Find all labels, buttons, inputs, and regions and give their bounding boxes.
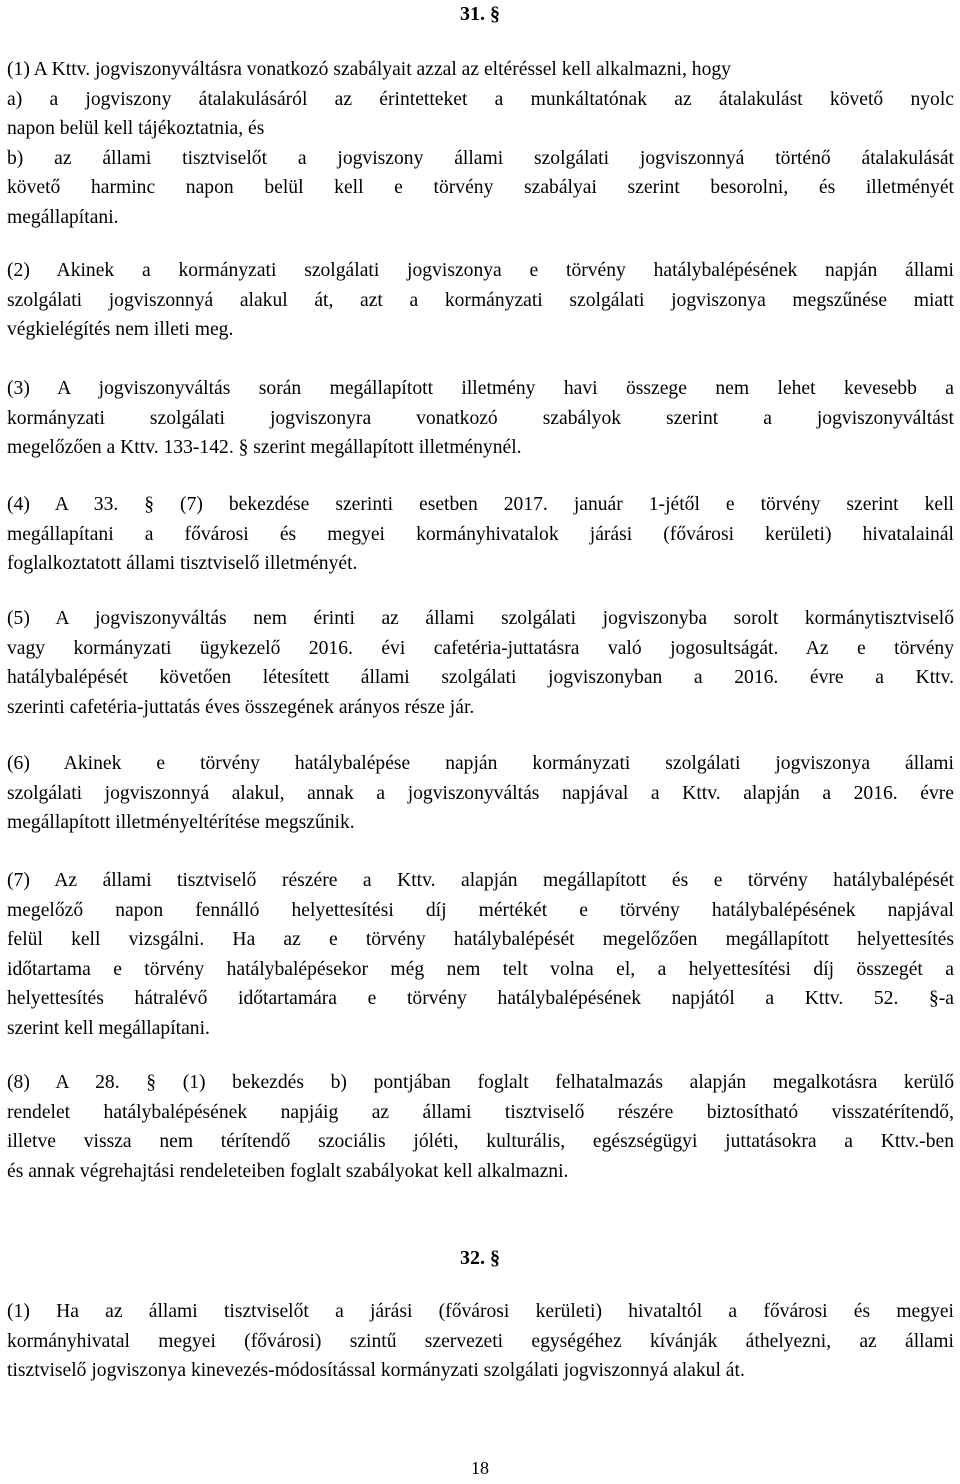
paragraph-line: (3) A jogviszonyváltás során megállapított illetmény havi összege nem lehet kevesebb a	[7, 378, 954, 399]
paragraph-line: (4) A 33. § (7) bekezdése szerinti esetben 2017. január 1-jétől e törvény szerint kell	[7, 494, 954, 515]
paragraph-line: (7) Az állami tisztviselő részére a Kttv. alapján megállapított és e törvény hatálybalépését	[7, 870, 954, 891]
paragraph-line: helyettesítés hátralévő időtartamára e törvény hatálybalépésének napjától a Kttv. 52. §-a	[7, 988, 954, 1009]
paragraph-31-8	[7, 1068, 954, 1186]
paragraph-line: (6) Akinek e törvény hatálybalépése napján kormányzati szolgálati jogviszonya állami	[7, 753, 954, 774]
paragraph-line: illetve vissza nem térítendő szociális jóléti, kulturális, egészségügyi juttatásokra a Kttv.-ben	[7, 1131, 954, 1152]
paragraph-31-4	[7, 490, 954, 579]
paragraph-line: szolgálati jogviszonnyá alakul, annak a jogviszonyváltás napjával a Kttv. alapján a 2016. évre	[7, 782, 954, 804]
paragraph-line: megállapítani a fővárosi és megyei kormányhivatalok járási (fővárosi kerületi) hivatalainál	[7, 523, 954, 545]
paragraph-31-2	[7, 256, 954, 345]
paragraph-line: (1) A Kttv. jogviszonyváltásra vonatkozó szabályait azzal az eltéréssel kell alkalmazni, hogy	[7, 59, 731, 80]
paragraph-line: foglalkoztatott állami tisztviselő illetményét.	[7, 553, 358, 574]
paragraph-line: vagy kormányzati ügykezelő 2016. évi cafetéria-juttatásra való jogosultságát. Az e törvény	[7, 637, 954, 659]
paragraph-line: (1) Ha az állami tisztviselőt a járási (fővárosi kerületi) hivataltól a fővárosi és megyei	[7, 1301, 954, 1322]
paragraph-line: (5) A jogviszonyváltás nem érinti az állami szolgálati jogviszonyba sorolt kormánytisztviselő	[7, 608, 954, 629]
paragraph-line: szerinti cafetéria-juttatás éves összegének arányos része jár.	[7, 696, 475, 718]
paragraph-line: napon belül kell tájékoztatnia, és	[7, 118, 265, 139]
paragraph-line: és annak végrehajtási rendeleteiben foglalt szabályokat kell alkalmazni.	[7, 1160, 569, 1182]
paragraph-line: megállapított illetményeltérítése megszűnik.	[7, 812, 355, 833]
paragraph-31-7	[7, 866, 954, 1043]
paragraph-line: követő harminc napon belül kell e törvény szabályai szerint besorolni, és illetményét	[7, 177, 954, 198]
paragraph-line: megelőzően a Kttv. 133-142. § szerint megállapított illetménynél.	[7, 437, 522, 458]
paragraph-line: a) a jogviszony átalakulásáról az érintetteket a munkáltatónak az átalakulást követő nyolc	[7, 88, 954, 110]
paragraph-31-3	[7, 374, 954, 463]
paragraph-line: kormányzati szolgálati jogviszonyra vonatkozó szabályok szerint a jogviszonyváltást	[7, 407, 954, 429]
paragraph-31-5	[7, 604, 954, 722]
paragraph-line: (8) A 28. § (1) bekezdés b) pontjában foglalt felhatalmazás alapján megalkotásra kerülő	[7, 1072, 954, 1093]
section-31-heading: 31. §	[460, 3, 500, 25]
paragraph-32-1	[7, 1297, 954, 1386]
paragraph-line: szolgálati jogviszonnyá alakul át, azt a kormányzati szolgálati jogviszonya megszűnése miatt	[7, 289, 954, 311]
paragraph-line: b) az állami tisztviselőt a jogviszony állami szolgálati jogviszonnyá történő átalakulását	[7, 147, 954, 169]
paragraph-line: végkielégítés nem illeti meg.	[7, 319, 234, 340]
paragraph-line: tisztviselő jogviszonya kinevezés-módosítással kormányzati szolgálati jogviszonnyá alakul át.	[7, 1360, 745, 1381]
paragraph-31-6	[7, 749, 954, 838]
paragraph-line: időtartama e törvény hatálybalépésekor még nem telt volna el, a helyettesítési díj összegét a	[7, 958, 954, 980]
paragraph-line: felül kell vizsgálni. Ha az e törvény hatálybalépését megelőzően megállapított helyettesítés	[7, 929, 954, 950]
paragraph-line: hatálybalépését követően létesített állami szolgálati jogviszonyban a 2016. évre a Kttv.	[7, 667, 954, 688]
paragraph-line: rendelet hatálybalépésének napjáig az állami tisztviselő részére biztosítható visszatérítendő,	[7, 1101, 954, 1123]
paragraph-line: szerint kell megállapítani.	[7, 1017, 210, 1039]
section-32-heading: 32. §	[460, 1247, 500, 1269]
paragraph-31-1	[7, 55, 954, 232]
paragraph-line: kormányhivatal megyei (fővárosi) szintű szervezeti egységéhez kívánják áthelyezni, az állami	[7, 1330, 954, 1352]
page-number: 18	[471, 1458, 489, 1478]
paragraph-line: megelőző napon fennálló helyettesítési díj mértékét e törvény hatálybalépésének napjával	[7, 899, 954, 921]
paragraph-line: (2) Akinek a kormányzati szolgálati jogviszonya e törvény hatálybalépésének napján állami	[7, 260, 954, 281]
paragraph-line: megállapítani.	[7, 206, 119, 228]
